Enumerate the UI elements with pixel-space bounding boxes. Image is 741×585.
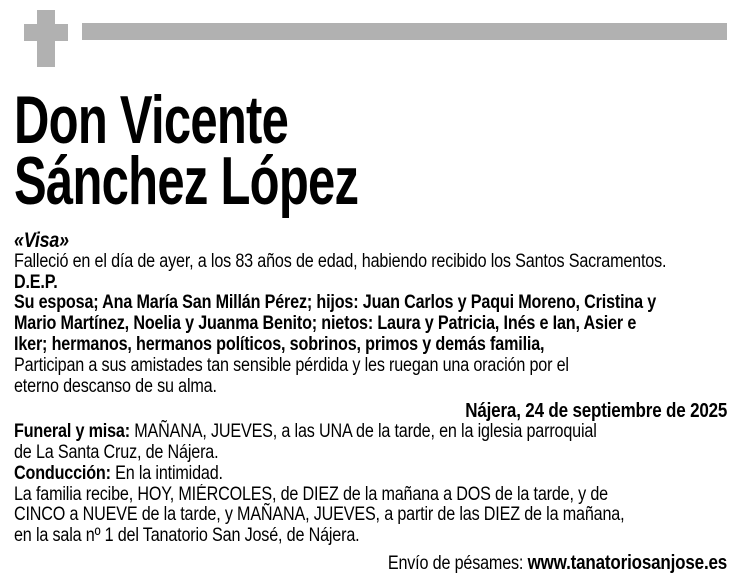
deceased-name-title xyxy=(14,82,492,219)
funeral-label: Funeral y misa: xyxy=(14,421,130,443)
death-notice-line xyxy=(14,252,727,273)
cross-horizontal-bar xyxy=(24,24,68,41)
conduction-details: En la intimidad. xyxy=(115,462,223,484)
participation-line-1: Participan a sus amistades tan sensible pérdida y les ruegan una oración por el xyxy=(14,354,569,376)
conduction-line xyxy=(14,464,727,485)
participation-line-2: eterno descanso de su alma. xyxy=(14,375,217,397)
title-line-2: Sánchez López xyxy=(14,143,359,219)
obituary-body xyxy=(14,231,727,574)
conduction-label: Conducción: xyxy=(14,462,111,484)
funeral-line-2: de La Santa Cruz, de Nájera. xyxy=(14,441,219,463)
rip-line xyxy=(14,273,727,294)
family-line-3: Iker; hermanos, hermanos políticos, sobrinos, primos y demás familia, xyxy=(14,333,545,355)
death-notice-text: Falleció en el día de ayer, a los 83 años de edad, habiendo recibido los Santos Sacramentos. xyxy=(14,250,667,272)
reception-line-2: CINCO a NUEVE de la tarde, y MAÑANA, JUEVES, a partir de las DIEZ de la mañana, xyxy=(14,504,625,526)
alias-text: «Visa» xyxy=(14,229,69,252)
title-line-1: Don Vicente xyxy=(14,82,289,158)
reception-line-1: La familia recibe, HOY, MIÉRCOLES, de DIEZ de la mañana a DOS de la tarde, y de xyxy=(14,483,608,505)
condolences-line xyxy=(14,553,727,574)
condolences-website-link[interactable]: www.tanatoriosanjose.es xyxy=(527,551,727,574)
funeral-details: MAÑANA, JUEVES, a las UNA de la tarde, en la iglesia parroquial xyxy=(134,421,597,443)
place-date-line xyxy=(14,401,727,422)
rip-abbreviation: D.E.P. xyxy=(14,271,58,293)
funeral-line-1 xyxy=(14,422,727,443)
family-line-2: Mario Martínez, Noelia y Juanma Benito; nietos: Laura y Patricia, Inés e Ian, Asier e xyxy=(14,313,637,335)
header-rule xyxy=(82,23,727,40)
family-line-1: Su esposa; Ana María San Millán Pérez; hijos: Juan Carlos y Paqui Moreno, Cristina y xyxy=(14,292,657,314)
reception-line-3: en la sala nº 1 del Tanatorio San José, de Nájera. xyxy=(14,525,360,547)
condolences-label: Envío de pésames: xyxy=(387,552,524,574)
place-date-text: Nájera, 24 de septiembre de 2025 xyxy=(465,400,727,423)
alias-line xyxy=(14,231,727,252)
